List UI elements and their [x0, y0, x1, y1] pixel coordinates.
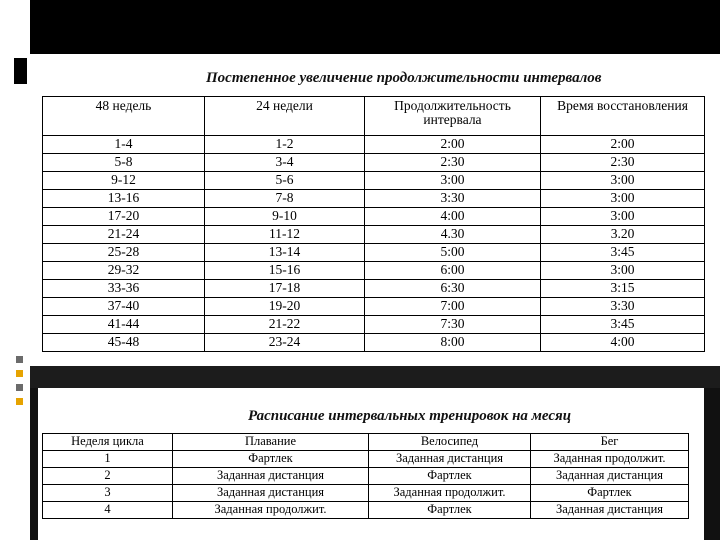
- table-cell: 3:00: [541, 190, 705, 208]
- table-cell: 37-40: [43, 298, 205, 316]
- table-cell: 6:00: [365, 262, 541, 280]
- table-cell: 7:00: [365, 298, 541, 316]
- table-cell: 2:00: [365, 136, 541, 154]
- slide-bracket-marker: [14, 58, 24, 84]
- table-row: [43, 208, 705, 226]
- middle-dark-band: [30, 366, 720, 388]
- table-row: [43, 226, 705, 244]
- table-cell: Заданная дистанция: [173, 468, 369, 485]
- table-cell: 17-18: [205, 280, 365, 298]
- table-cell: 19-20: [205, 298, 365, 316]
- table-cell: 4.30: [365, 226, 541, 244]
- table-cell: 4:00: [365, 208, 541, 226]
- table-row: [43, 298, 705, 316]
- table-cell: 45-48: [43, 334, 205, 352]
- table-cell: 1-4: [43, 136, 205, 154]
- table-row: [43, 136, 705, 154]
- table-cell: 3:45: [541, 316, 705, 334]
- accent-square: [16, 384, 23, 391]
- table1-header-cell: 48 недель: [43, 97, 205, 136]
- table-row: [43, 280, 705, 298]
- bottom-panel-left-edge: [30, 388, 38, 540]
- table-row: [43, 485, 689, 502]
- table2-header-row: [43, 434, 689, 451]
- accent-square: [16, 398, 23, 405]
- table-cell: 7:30: [365, 316, 541, 334]
- table-cell: 6:30: [365, 280, 541, 298]
- table-cell: Фартлек: [531, 485, 689, 502]
- table-cell: Заданная продолжит.: [369, 485, 531, 502]
- table-cell: 3-4: [205, 154, 365, 172]
- table-cell: 17-20: [43, 208, 205, 226]
- table-cell: Заданная дистанция: [531, 468, 689, 485]
- table-cell: Заданная продолжит.: [173, 502, 369, 519]
- top-dark-band: [30, 0, 720, 54]
- table-cell: 3:15: [541, 280, 705, 298]
- table-cell: 7-8: [205, 190, 365, 208]
- table-cell: 13-16: [43, 190, 205, 208]
- accent-square: [16, 370, 23, 377]
- table-cell: 4: [43, 502, 173, 519]
- bottom-panel-right-edge: [704, 388, 720, 540]
- table-cell: 15-16: [205, 262, 365, 280]
- table2-header-cell: Неделя цикла: [43, 434, 173, 451]
- table-row: [43, 334, 705, 352]
- table-cell: 2:30: [541, 154, 705, 172]
- table-cell: 4:00: [541, 334, 705, 352]
- accent-squares: [16, 356, 26, 412]
- table-row: [43, 244, 705, 262]
- table-cell: Фартлек: [173, 451, 369, 468]
- table-cell: 3:30: [541, 298, 705, 316]
- table1-header-cell: Продолжительность интервала: [365, 97, 541, 136]
- table-cell: 3.20: [541, 226, 705, 244]
- table-cell: 9-10: [205, 208, 365, 226]
- table-row: [43, 316, 705, 334]
- table-cell: Заданная дистанция: [369, 451, 531, 468]
- table-cell: 3:45: [541, 244, 705, 262]
- table-cell: 2:30: [365, 154, 541, 172]
- table-cell: 13-14: [205, 244, 365, 262]
- table-cell: 9-12: [43, 172, 205, 190]
- table-cell: Заданная дистанция: [531, 502, 689, 519]
- table-row: [43, 154, 705, 172]
- table-cell: 3:00: [541, 208, 705, 226]
- table-cell: Заданная дистанция: [173, 485, 369, 502]
- table1-title: Постепенное увеличение продолжительности интервалов: [206, 70, 602, 86]
- table-cell: 5-6: [205, 172, 365, 190]
- table-cell: Фартлек: [369, 502, 531, 519]
- table2-header-cell: Велосипед: [369, 434, 531, 451]
- table-cell: 21-24: [43, 226, 205, 244]
- table1-header-row: [43, 97, 705, 136]
- monthly-schedule-table: [42, 433, 689, 519]
- table-cell: 3:30: [365, 190, 541, 208]
- table1-header-cell: Время восстановления: [541, 97, 705, 136]
- table-cell: 8:00: [365, 334, 541, 352]
- table-row: [43, 502, 689, 519]
- table-cell: 1: [43, 451, 173, 468]
- table-cell: 21-22: [205, 316, 365, 334]
- table-row: [43, 190, 705, 208]
- table-cell: Заданная продолжит.: [531, 451, 689, 468]
- table-cell: 23-24: [205, 334, 365, 352]
- table-cell: 3:00: [541, 262, 705, 280]
- table-cell: 5:00: [365, 244, 541, 262]
- table2-title: Расписание интервальных тренировок на месяц: [248, 408, 572, 424]
- table-row: [43, 172, 705, 190]
- table-cell: 11-12: [205, 226, 365, 244]
- table-cell: 33-36: [43, 280, 205, 298]
- table-row: [43, 451, 689, 468]
- table-cell: 3:00: [365, 172, 541, 190]
- table-cell: 29-32: [43, 262, 205, 280]
- accent-square: [16, 356, 23, 363]
- table-row: [43, 262, 705, 280]
- interval-duration-table: [42, 96, 705, 352]
- table2-header-cell: Бег: [531, 434, 689, 451]
- table-cell: 41-44: [43, 316, 205, 334]
- table1-header-cell: 24 недели: [205, 97, 365, 136]
- table-cell: 1-2: [205, 136, 365, 154]
- table-cell: 3: [43, 485, 173, 502]
- slide-bracket-bar: [24, 58, 27, 84]
- table-cell: 2: [43, 468, 173, 485]
- table-cell: 3:00: [541, 172, 705, 190]
- table-cell: 25-28: [43, 244, 205, 262]
- table-cell: Фартлек: [369, 468, 531, 485]
- table-cell: 5-8: [43, 154, 205, 172]
- table2-header-cell: Плавание: [173, 434, 369, 451]
- table-row: [43, 468, 689, 485]
- table-cell: 2:00: [541, 136, 705, 154]
